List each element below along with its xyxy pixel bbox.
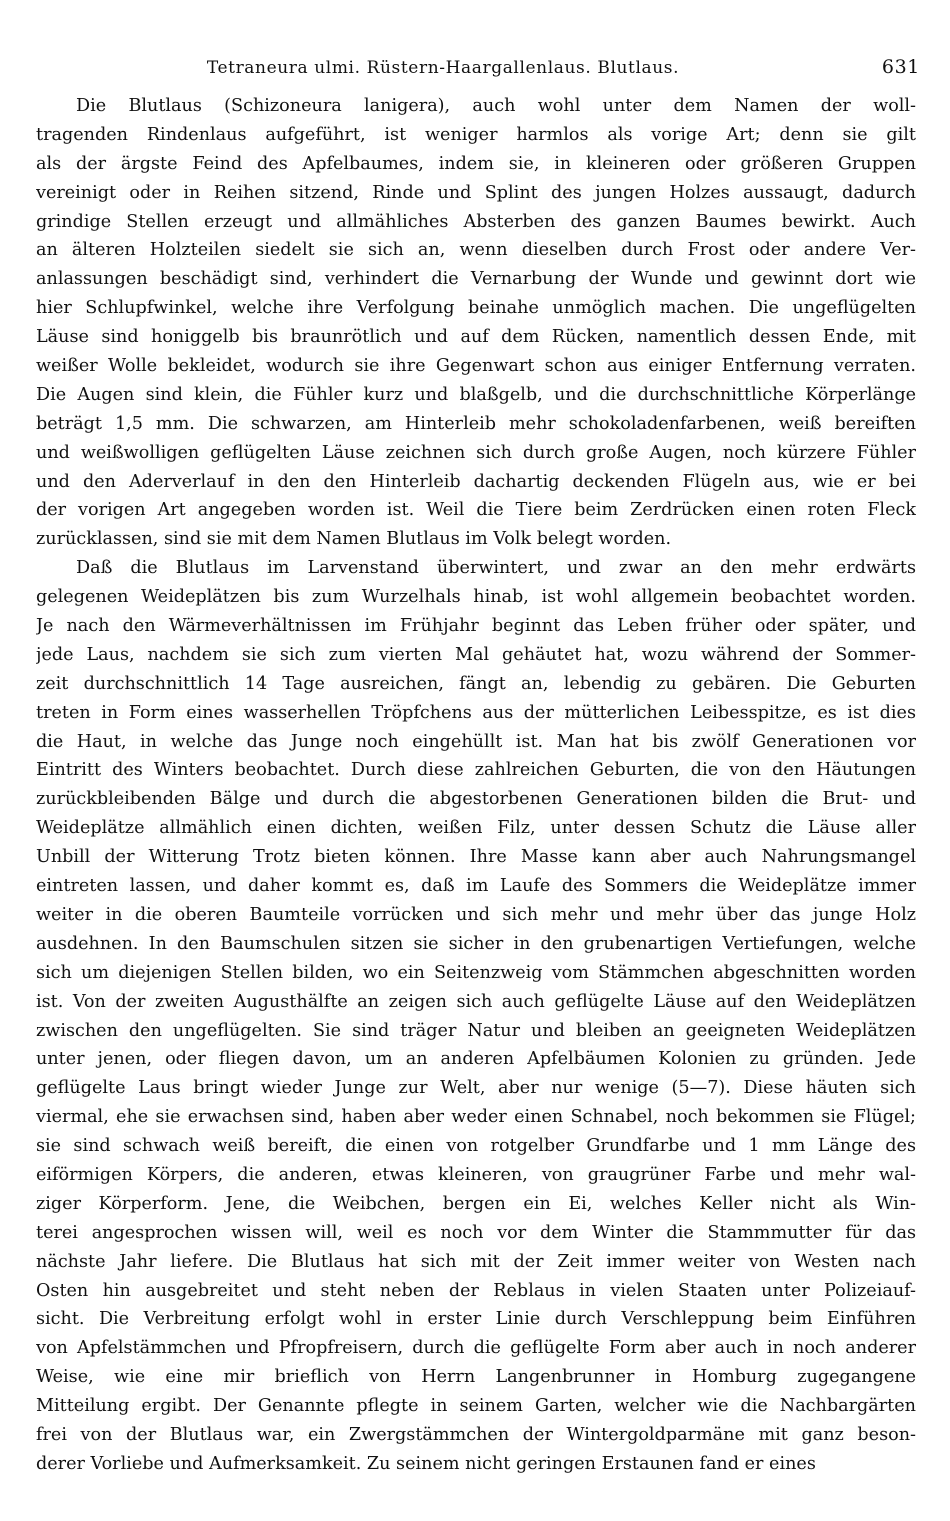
text-line: Die Augen sind klein, die Fühler kurz und blaßgelb, und die durchschnittliche Körperlänge (36, 384, 916, 405)
text-line: beträgt 1,5 mm. Die schwarzen, am Hinterleib mehr schokoladenfarbenen, weiß bereiften (36, 413, 916, 434)
text-line: an älteren Holzteilen siedelt sie sich an, wenn dieselben durch Frost oder andere Ver- (36, 240, 916, 261)
text-line: nächste Jahr liefere. Die Blutlaus hat sich mit der Zeit immer weiter von Westen nach (36, 1251, 916, 1272)
text-line: zwischen den ungeflügelten. Sie sind träger Natur und bleiben an geeigneten Weideplätzen (36, 1020, 916, 1041)
text-line: eintreten lassen, und daher kommt es, daß im Laufe des Sommers die Weideplätze immer (36, 876, 916, 897)
text-line: Eintritt des Winters beobachtet. Durch diese zahlreichen Geburten, die von den Häutungen (36, 760, 916, 781)
text-line: von Apfelstämmchen und Pfropfreisern, durch die geflügelte Form aber auch in noch anderer (36, 1338, 916, 1359)
text-line: treten in Form eines wasserhellen Tröpfchens aus der mütterlichen Leibesspitze, es ist dies (36, 702, 916, 723)
text-line: und den Aderverlauf in den den Hinterleib dachartig deckenden Flügeln aus, wie er bei (36, 471, 916, 492)
text-line: gelegenen Weideplätzen bis zum Wurzelhals hinab, ist wohl allgemein beobachtet worden. (36, 587, 916, 608)
text-line: sie sind schwach weiß bereift, die einen von rotgelber Grundfarbe und 1 mm Länge des (36, 1136, 916, 1157)
text-line: terei angesprochen wissen will, weil es noch vor dem Winter die Stammmutter für das (36, 1222, 916, 1243)
text-line: hier Schlupfwinkel, welche ihre Verfolgung beinahe unmöglich machen. Die ungeflügelten (36, 298, 916, 319)
text-line: ist. Von der zweiten Augusthälfte an zeigen sich auch geflügelte Läuse auf den Weideplätzen (36, 991, 916, 1012)
text-line: Weideplätze allmählich einen dichten, weißen Filz, unter dessen Schutz die Läuse aller (36, 818, 916, 839)
text-line: frei von der Blutlaus war, ein Zwergstämmchen der Wintergoldparmäne mit ganz beson- (36, 1424, 916, 1445)
text-line: Weise, wie eine mir brieflich von Herrn Langenbrunner in Homburg zugegangene (36, 1367, 916, 1388)
text-line: ausdehnen. In den Baumschulen sitzen sie sicher in den grubenartigen Vertiefungen, welche (36, 933, 916, 954)
text-line: Läuse sind honiggelb bis braunrötlich und auf dem Rücken, namentlich dessen Ende, mit (36, 327, 916, 348)
text-line: anlassungen beschädigt sind, verhindert die Vernarbung der Wunde und gewinnt dort wie (36, 269, 916, 290)
text-line: derer Vorliebe und Aufmerksamkeit. Zu seinem nicht geringen Erstaunen fand er eines (36, 1453, 816, 1474)
text-line: tragenden Rindenlaus aufgeführt, ist weniger harmlos als vorige Art; denn sie gilt (36, 124, 916, 145)
text-line: eiförmigen Körpers, die anderen, etwas kleineren, von graugrüner Farbe und mehr wal- (36, 1164, 916, 1185)
running-title: Tetraneura ulmi. Rüstern-Haargallenlaus. Blutlaus. (206, 58, 680, 78)
text-line: Osten hin ausgebreitet und steht neben der Reblaus in vielen Staaten unter Polizeiauf- (36, 1280, 916, 1301)
body-text (36, 92, 916, 1479)
running-header (36, 58, 920, 88)
text-line: Mitteilung ergibt. Der Genannte pflegte in seinem Garten, welcher wie die Nachbargärten (36, 1396, 916, 1417)
text-line: viermal, ehe sie erwachsen sind, haben aber weder einen Schnabel, noch bekommen sie Flügel; (36, 1107, 916, 1128)
text-line: grindige Stellen erzeugt und allmähliches Absterben des ganzen Baumes bewirkt. Auch (36, 211, 916, 232)
text-line: geflügelte Laus bringt wieder Junge zur Welt, aber nur wenige (5—7). Diese häuten sich (36, 1078, 916, 1099)
text-line: die Haut, in welche das Junge noch eingehüllt ist. Man hat bis zwölf Generationen vor (36, 731, 916, 752)
text-line: weißer Wolle bekleidet, wodurch sie ihre Gegenwart schon aus einiger Entfernung verraten. (36, 356, 916, 377)
page-number: 631 (881, 56, 920, 78)
text-line: zurücklassen, sind sie mit dem Namen Blutlaus im Volk belegt worden. (36, 529, 672, 550)
text-line: und weißwolligen geflügelten Läuse zeichnen sich durch große Augen, noch kürzere Fühler (36, 442, 916, 463)
text-line: Die Blutlaus (Schizoneura lanigera), auch wohl unter dem Namen der woll- (76, 96, 916, 116)
text-line: zeit durchschnittlich 14 Tage ausreichen, fängt an, lebendig zu gebären. Die Geburten (36, 673, 916, 694)
paragraph (36, 554, 916, 1479)
paragraph (36, 92, 916, 554)
text-line: weiter in die oberen Baumteile vorrücken und sich mehr und mehr über das junge Holz (36, 904, 916, 925)
text-line: als der ärgste Feind des Apfelbaumes, indem sie, in kleineren oder größeren Gruppen (36, 153, 916, 174)
text-line: vereinigt oder in Reihen sitzend, Rinde und Splint des jungen Holzes aussaugt, dadurch (36, 182, 916, 203)
text-line: Unbill der Witterung Trotz bieten können. Ihre Masse kann aber auch Nahrungsmangel (36, 847, 916, 868)
text-line: sich um diejenigen Stellen bilden, wo ein Seitenzweig vom Stämmchen abgeschnitten worden (36, 962, 916, 983)
text-line: Je nach den Wärmeverhältnissen im Frühjahr beginnt das Leben früher oder später, und (36, 616, 916, 637)
text-line: ziger Körperform. Jene, die Weibchen, bergen ein Ei, welches Keller nicht als Win- (36, 1193, 916, 1214)
text-line: jede Laus, nachdem sie sich zum vierten Mal gehäutet hat, wozu während der Sommer- (36, 644, 916, 665)
text-line: der vorigen Art angegeben worden ist. Weil die Tiere beim Zerdrücken einen roten Fleck (36, 500, 916, 521)
text-line: unter jenen, oder fliegen davon, um an anderen Apfelbäumen Kolonien zu gründen. Jede (36, 1049, 916, 1070)
text-line: Daß die Blutlaus im Larvenstand überwintert, und zwar an den mehr erdwärts (76, 558, 916, 579)
text-line: zurückbleibenden Bälge und durch die abgestorbenen Generationen bilden die Brut- und (36, 789, 916, 810)
text-line: sicht. Die Verbreitung erfolgt wohl in erster Linie durch Verschleppung beim Einführen (36, 1309, 916, 1330)
